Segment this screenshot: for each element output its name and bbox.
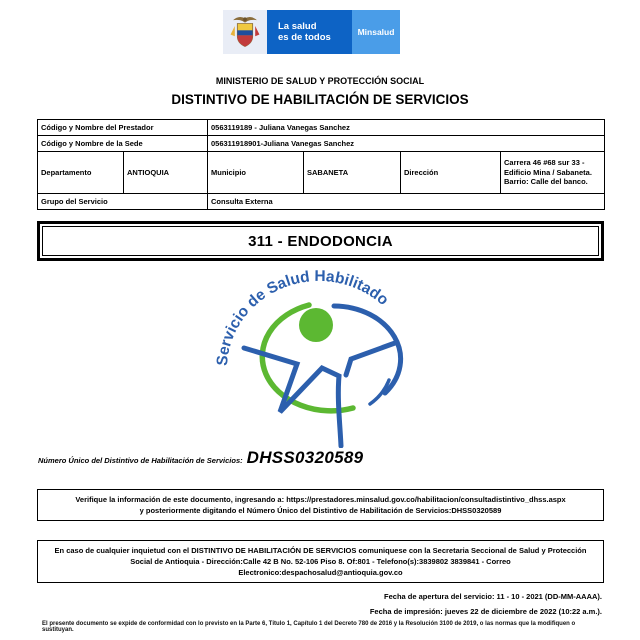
departamento-label: Departamento — [38, 152, 124, 194]
minsalud-logo — [223, 10, 400, 54]
direccion-value: Carrera 46 #68 sur 33 - Edificio Mina / Sabaneta. Barrio: Calle del banco. — [501, 152, 605, 194]
seal-svg — [213, 264, 429, 448]
municipio-value: SABANETA — [304, 152, 401, 194]
seal-figure-body — [244, 348, 341, 446]
contact-text: En caso de cualquier inquietud con el DISTINTIVO DE HABILITACIÓN DE SERVICIOS comuniquese con la Secretaria Seccional de Salud y Protección Social de Antioquia - Dirección:Calle 42 B No. 52-106 Piso 8. Of:801 - Telefono(s):3839802 3839841 - Correo Electronico:despachosalud@antioquia.gov.co — [54, 546, 587, 577]
page-title: DISTINTIVO DE HABILITACIÓN DE SERVICIOS — [171, 92, 469, 107]
logo-brand: Minsalud — [352, 10, 400, 54]
sede-value: 056311918901-Juliana Vanegas Sanchez — [208, 136, 605, 152]
verification-line1: Verifique la información de este documento, ingresando a: https://prestadores.minsalud.gov.co/habilitacion/consultadistintivo_dhss.aspx — [75, 495, 566, 504]
contact-box — [37, 540, 604, 583]
service-banner-text: 311 - ENDODONCIA — [42, 226, 599, 256]
table-row — [38, 194, 605, 210]
sede-label: Código y Nombre de la Sede — [38, 136, 208, 152]
table-row — [38, 120, 605, 136]
ministry-heading: MINISTERIO DE SALUD Y PROTECCIÓN SOCIAL — [215, 76, 425, 86]
coat-of-arms-svg — [228, 14, 262, 50]
unique-number-label: Número Único del Distintivo de Habilitación de Servicios: — [38, 456, 243, 465]
grupo-value: Consulta Externa — [208, 194, 605, 210]
service-banner — [37, 221, 604, 261]
grupo-label: Grupo del Servicio — [38, 194, 208, 210]
unique-number-row — [38, 448, 618, 468]
prestador-value: 0563119189 - Juliana Vanegas Sanchez — [208, 120, 605, 136]
table-row — [38, 152, 605, 194]
print-date: Fecha de impresión: jueves 22 de diciembre de 2022 (10:22 a.m.). — [369, 607, 602, 616]
logo-tagline-line2: es de todos — [278, 32, 331, 43]
seal-figure-arm — [346, 343, 395, 375]
logo-tagline-line1: La salud — [278, 20, 317, 32]
verification-line2: y posteriormente digitando el Número Único del Distintivo de Habilitación de Servicios:DHSS0320589 — [139, 506, 502, 515]
colombia-coat-of-arms-icon — [223, 10, 267, 54]
service-opening-date: Fecha de apertura del servicio: 11 - 10 - 2021 (DD-MM-AAAA). — [384, 592, 602, 601]
seal-text: Servicio de Salud Habilitado — [213, 267, 392, 367]
prestador-label: Código y Nombre del Prestador — [38, 120, 208, 136]
seal-figure-head — [299, 308, 333, 342]
municipio-label: Municipio — [208, 152, 304, 194]
departamento-value: ANTIOQUIA — [124, 152, 208, 194]
legal-footnote: El presente documento se expide de conformidad con lo previsto en la Parte 6, Título 1, Capítulo 1 del Decreto 780 de 2016 y la Resolución 3100 de 2019, o las normas que la modifiquen o sustituyan. — [42, 621, 576, 633]
verification-box — [37, 489, 604, 521]
direccion-label: Dirección — [401, 152, 501, 194]
provider-info-table — [37, 119, 605, 210]
table-row — [38, 136, 605, 152]
servicio-salud-habilitado-seal — [213, 264, 429, 448]
unique-number-value: DHSS0320589 — [246, 448, 364, 467]
logo-tagline — [267, 10, 352, 54]
